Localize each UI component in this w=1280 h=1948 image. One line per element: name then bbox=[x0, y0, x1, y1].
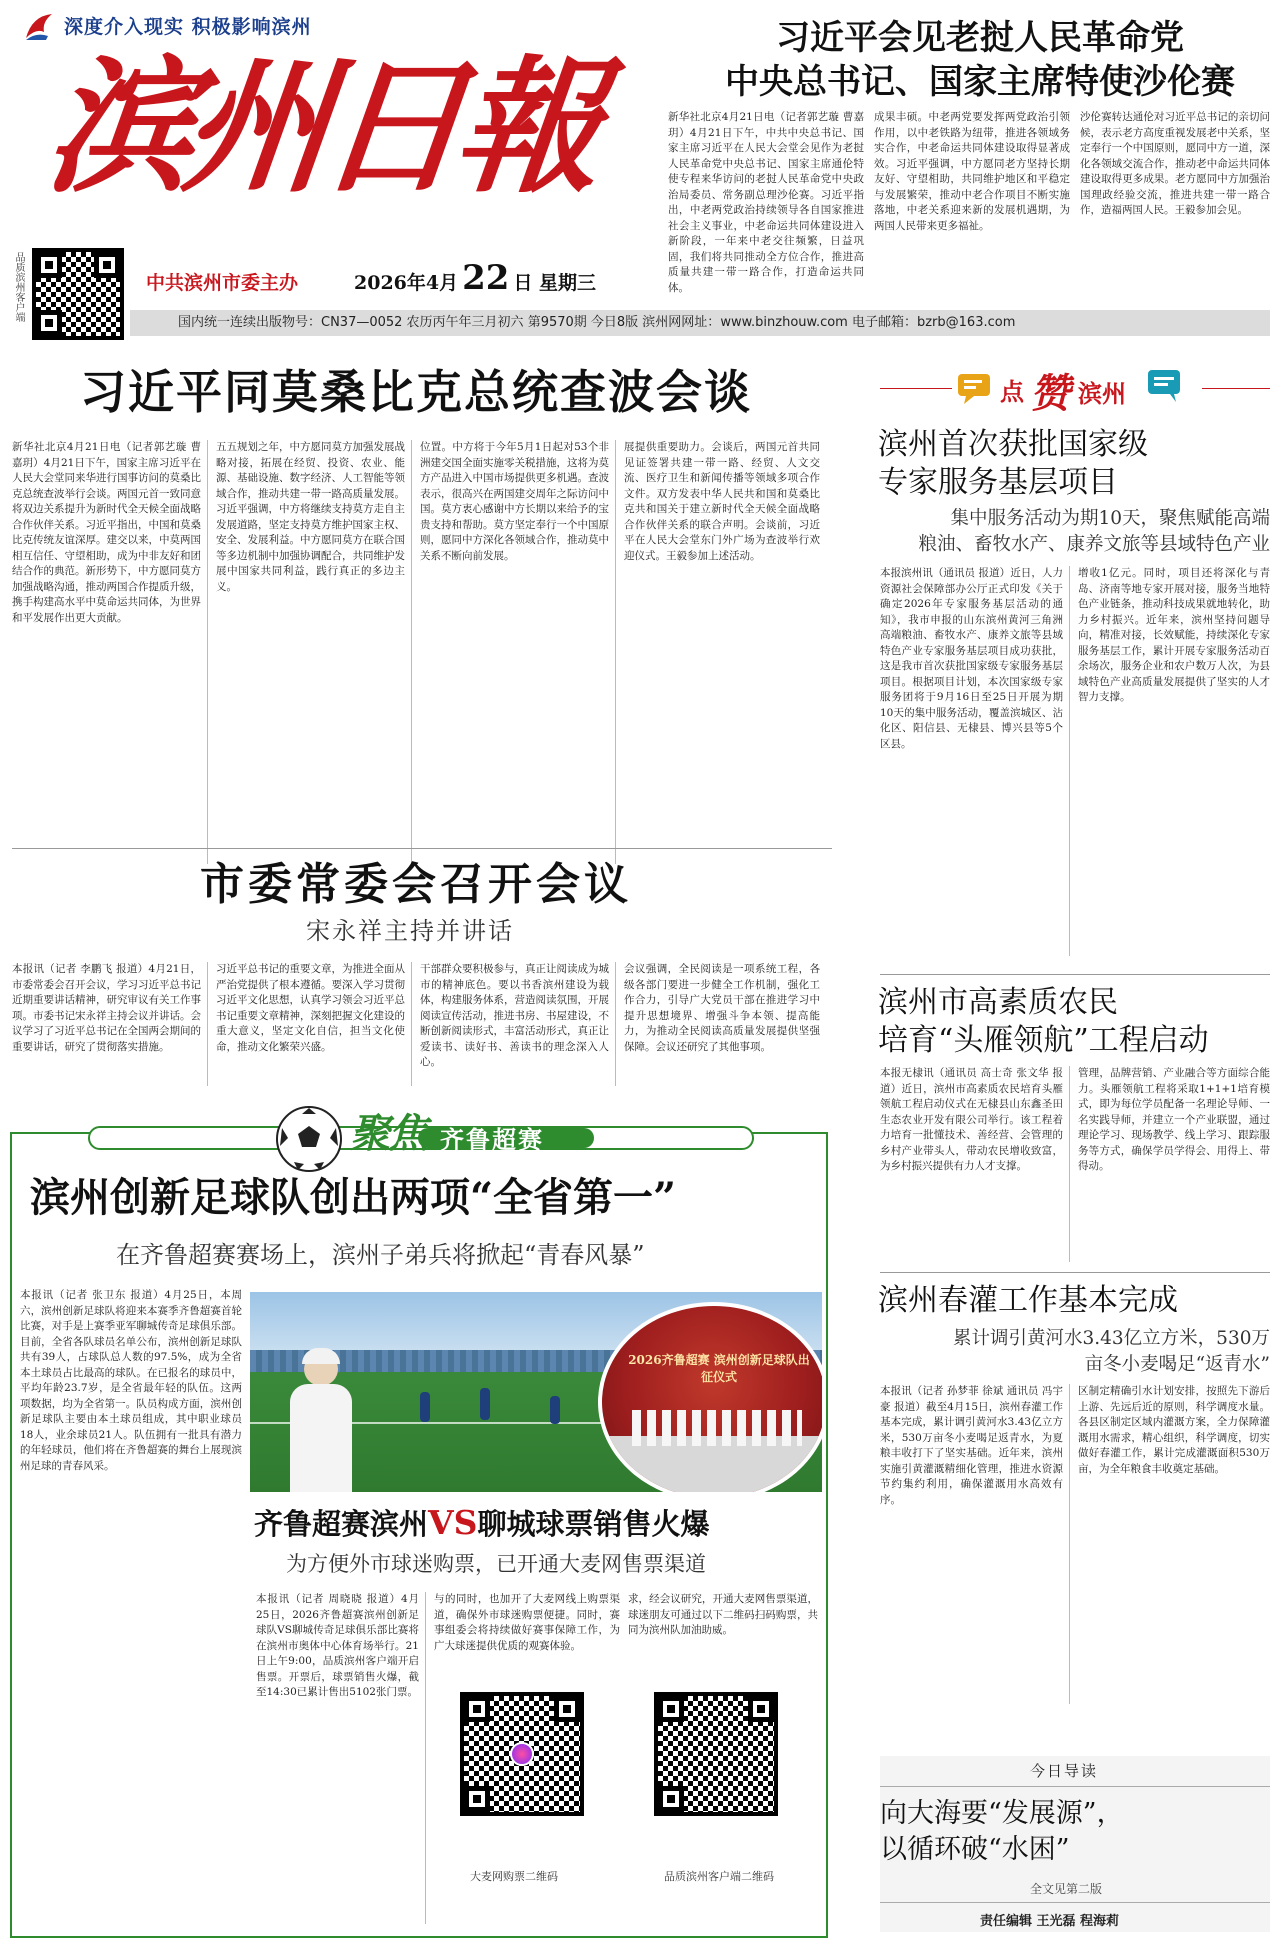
top-story-headline bbox=[690, 16, 1270, 104]
top-story-col-3: 沙伦赛转达通伦对习近平总书记的亲切问候，表示老方高度重视发展老中关系，坚定奉行一个中国原则，愿同中方一道，深化各领域交流合作，推动老中命运共同体建设取得更多成果。老方愿同中方加强治国理政经验交流，推进共建一带一路合作，造福两国人民。王毅参加会见。 bbox=[1080, 111, 1270, 216]
expert-col-2: 增收1亿元。同时，项目还将深化与青岛、济南等地专家开展对接，服务当地特色产业链条，推动科技成果就地转化，助力乡村振兴。近年来，滨州坚持问题导向，精准对接，长效赋能，持续深化专家服务基层工作，累计开展专家服务活动百余场次，服务企业和农户数万人次，为县域特色产业高质量发展提供了坚实的人才智力支撑。 bbox=[1078, 567, 1270, 703]
football-column-title: 齐鲁超赛 bbox=[440, 1125, 544, 1154]
masthead-qr-code[interactable] bbox=[32, 248, 124, 340]
top-story-col-1: 新华社北京4月21日电（记者郭艺璇 曹嘉玥）4月21日下午，中共中央总书记、国家主席习近平在人民大会堂会见作为老挝人民革命党中央总书记、国家主席通伦特使专程来华访问的老挝人民革命党中央政治局委员、常务副总理沙伦赛。习近平指出，中老两党政治持续领导各自国家推进社会主义事业，中老命运共同体建设进入新阶段，一年来中老交往频繁，日益巩固，我们将共同推动全方位合作，推进高质量共建一带一路合作，打造命运共同体。 bbox=[668, 111, 864, 294]
player-figure bbox=[420, 1392, 430, 1422]
irrigation-subhead-line2: 亩冬小麦喝足“返青水” bbox=[1084, 1354, 1270, 1375]
irrigation-subhead-line1: 累计调引黄河水3.43亿立方米，530万 bbox=[952, 1328, 1270, 1349]
mozambique-col-4: 展提供重要助力。会谈后，两国元首共同见证签署共建一带一路、经贸、人文交流、医疗卫生和新闻传播等领域多项合作文件。双方发表中华人民共和国和莫桑比克共和国关于建立新时代全天候全面战略合作伙伴关系的联合声明。会谈前，习近平在人民大会堂东门外广场为查波举行欢迎仪式。王毅参加上述活动。 bbox=[624, 441, 820, 562]
farmer-headline-line2: 培育“头雁领航”工程启动 bbox=[878, 1023, 1209, 1058]
side-label: 品质滨州客户端 bbox=[13, 252, 24, 322]
newspaper-logo: 滨州日報 bbox=[39, 42, 602, 213]
client-qr-code[interactable] bbox=[654, 1692, 778, 1816]
red-flag-emblem-icon bbox=[22, 10, 56, 44]
irrigation-headline: 滨州春灌工作基本完成 bbox=[878, 1283, 1178, 1318]
football-headline: 滨州创新足球队创出两项“全省第一” bbox=[30, 1174, 677, 1221]
football-column-label: 聚焦 bbox=[350, 1110, 426, 1157]
mozambique-col-1: 新华社北京4月21日电（记者郭艺璇 曹嘉玥）4月21日下午，国家主席习近平在人民大会堂同来华进行国事访问的莫桑比克总统查波举行会谈。两国元首一致同意将双边关系提升为新时代全天候全面战略合作伙伴关系。习近平指出，中国和莫桑比克传统友谊深厚。建交以来，中莫两国相互信任、守望相助，成为中非友好和团结合作的典范。新形势下，中方愿同莫方加强战略沟通，推动两国合作提质升级，携手构建高水平中莫命运共同体，为世界和平发展作出更大贡献。 bbox=[12, 440, 208, 864]
expert-service-headline bbox=[878, 426, 1270, 502]
expert-col-1: 本报滨州讯（通讯员 报道）近日，人力资源社会保障部办公厅正式印发《关于确定2026年专家服务基层活动的通知》，我市申报的山东滨州黄河三角洲高端粮油、畜牧水产、康养文旅等县域特色产业专家服务基层项目成功获批，这是我市首次获批国家级专家服务基层项目。根据项目计划，本次国家级专家服务团将于9月16日至25日开展为期10天的集中服务活动，覆盖滨城区、沾化区、阳信县、无棣县、博兴县等5个区县。 bbox=[880, 566, 1070, 956]
ticket-headline-post: 聊城球票销售火爆 bbox=[477, 1507, 710, 1541]
football-left-col: 本报讯（记者 张卫东 报道）4月25日，本周六，滨州创新足球队将迎来本赛季齐鲁超赛首轮比赛，对手是上赛季亚军聊城传奇足球俱乐部。目前，全省各队球员名单公布，滨州创新足球队共有39人，占球队总人数的97.5%，成为全省本土球员占比最高的球队。在已报名的球员中，平均年龄23.7岁，是全省最年轻的队伍。这两项数据，均为全省第一。队员构成方面，滨州创新足球队主要由本土球员组成，其中职业球员18人，业余球员21人。队伍拥有一批具有潜力的年轻球员，他们将在齐鲁超赛的舞台上展现滨州足球的青春风采。 bbox=[20, 1289, 242, 1472]
farmer-headline-line1: 滨州市高素质农民 bbox=[878, 985, 1118, 1020]
guide-label: 今日导读 bbox=[1030, 1762, 1099, 1780]
client-qr-caption: 品质滨州客户端二维码 bbox=[664, 1870, 774, 1883]
ticket-headline-pre: 齐鲁超赛滨州 bbox=[254, 1507, 429, 1541]
masthead-slogan: 深度介入现实 积极影响滨州 bbox=[64, 16, 312, 38]
guide-bottom-rule bbox=[880, 1902, 1270, 1903]
ticket-headline bbox=[254, 1504, 824, 1543]
ticket-headline-vs: VS bbox=[428, 1503, 478, 1542]
guide-label-rule bbox=[880, 1786, 1270, 1787]
editors: 责任编辑 王光磊 程海莉 bbox=[980, 1914, 1120, 1929]
praise-label-mid: 赞 bbox=[1030, 370, 1070, 417]
soccer-ball-icon bbox=[274, 1104, 344, 1174]
damai-qr-code[interactable] bbox=[460, 1692, 584, 1816]
farmer-headline bbox=[878, 984, 1270, 1060]
committee-col-3: 干部群众要积极参与，真正让阅读成为城市的精神底色。要以书香滨州建设为载体，构建服务体系，营造阅读氛围，开展阅读宣传活动，推进书房、书屋建设，不断创新阅读形式，丰富活动形式，真正让爱读书、读好书、善读书的理念深入人心。 bbox=[420, 962, 616, 1086]
chat-icon bbox=[1144, 368, 1184, 404]
sponsor: 中共滨州市委主办 bbox=[146, 272, 299, 294]
top-story-headline-line1: 习近平会见老挝人民革命党 bbox=[776, 18, 1184, 58]
divider bbox=[880, 974, 1270, 975]
mozambique-col-2: 五五规划之年，中方愿同莫方加强发展战略对接，拓展在经贸、投资、农业、能源、基础设施、数字经济、人工智能等领域合作，推动共建一带一路高质量发展。习近平强调，中方将继续支持莫方走自主发展道路，坚定支持莫方维护国家主权、安全、发展利益。中方愿同莫方在联合国等多边机制中加强协调配合，共同维护发展中国家共同利益，践行真正的多边主义。 bbox=[216, 440, 412, 864]
today-guide bbox=[880, 1756, 1270, 1932]
committee-col-1: 本报讯（记者 李鹏飞 报道）4月21日，市委常委会召开会议，学习习近平总书记近期重要讲话精神，研究审议有关工作事项。市委书记宋永祥主持会议并讲话。会议学习了习近平总书记在全国两会期间的重要讲话，研究了贯彻落实措施。 bbox=[12, 962, 208, 1086]
guide-more: 全文见第二版 bbox=[1030, 1882, 1103, 1896]
ticket-col-b: 与的同时，也加开了大麦网线上购票渠道，确保外市球迷购票便捷。同时，赛事组委会将持续做好赛事保障工作，为广大球迷提供优质的观赛体验。 bbox=[434, 1593, 620, 1652]
date-prefix: 2026年4月 bbox=[354, 272, 459, 294]
inset-players-row bbox=[632, 1410, 802, 1446]
expert-headline-line1: 滨州首次获批国家级 bbox=[878, 427, 1148, 462]
ticket-subhead: 为方便外市球迷购票，已开通大麦网售票渠道 bbox=[286, 1552, 706, 1576]
committee-col-2: 习近平总书记的重要文章，为推进全面从严治党提供了根本遵循。要深入学习贯彻习近平文化思想，认真学习领会习近平总书记重要文章精神，深刻把握文化建设的重大意义，坚定文化自信，担当文化使命，推动文化繁荣兴盛。 bbox=[216, 962, 412, 1086]
damai-qr-caption: 大麦网购票二维码 bbox=[470, 1870, 558, 1883]
player-figure bbox=[480, 1388, 490, 1420]
expert-subhead-line2: 粮油、畜牧水产、康养文旅等县域特色产业 bbox=[918, 534, 1270, 555]
player-figure bbox=[550, 1396, 560, 1424]
committee-col-4: 会议强调，全民阅读是一项系统工程，各级各部门要进一步健全工作机制，强化工作合力，引导广大党员干部在推进学习中提升思想境界、增强斗争本领、提高能力，为推动全民阅读高质量发展提供坚强保障。会议还研究了其他事项。 bbox=[624, 963, 820, 1053]
guide-headline[interactable] bbox=[880, 1796, 1124, 1868]
committee-subhead: 宋永祥主持并讲话 bbox=[306, 917, 514, 945]
ceremony-inset-photo bbox=[598, 1302, 822, 1492]
irrigation-subhead bbox=[880, 1326, 1270, 1378]
farmer-col-1: 本报无棣讯（通讯员 高士奇 张文华 报道）近日，滨州市高素质农民培育头雁领航工程启动仪式在无棣县山东鑫圣田生态农业开发有限公司举行。该工程着力培育一批懂技术、善经营、会管理的乡村产业带头人，带动农民增收致富，为乡村振兴提供有力人才支撑。 bbox=[880, 1066, 1070, 1262]
inset-banner: 2026齐鲁超赛 滨州创新足球队出征仪式 bbox=[628, 1353, 810, 1384]
mozambique-col-3: 位置。中方将于今年5月1日起对53个非洲建交国全面实施零关税措施，这将为莫方产品进入中国市场提供更多机遇。查波表示，很高兴在两国建交周年之际访问中国。莫方衷心感谢中方长期以来给予的宝贵支持和帮助。莫方坚定奉行一个中国原则，愿同中方深化各领域合作，推动莫中关系不断向前发展。 bbox=[420, 440, 616, 864]
committee-headline: 市委常委会召开会议 bbox=[200, 859, 632, 910]
mozambique-headline: 习近平同莫桑比克总统查波会谈 bbox=[80, 365, 752, 419]
expert-service-subhead bbox=[884, 506, 1270, 558]
info-bar: 国内统一连续出版物号：CN37—0052 农历丙午年三月初六 第9570期 今日8版 滨州网网址：www.binzhouw.com 电子邮箱：bzrb@163.com bbox=[130, 310, 1270, 336]
date-day: 22 bbox=[462, 258, 510, 298]
irrigation-col-2: 区制定精确引水计划安排，按照先下游后上游、先远后近的原则，科学调度水量。各县区制定区域内灌溉方案，全力保障灌溉用水需求，精心组织，科学调度，切实做好春灌工作，累计完成灌溉面积530万亩，为全年粮食丰收奠定基础。 bbox=[1078, 1385, 1270, 1475]
divider bbox=[12, 848, 832, 849]
irrigation-col-1: 本报讯（记者 孙梦菲 徐斌 通讯员 冯宇豪 报道）截至4月15日，滨州春灌工作基本完成，累计调引黄河水3.43亿立方米，530万亩冬小麦喝足返青水，为夏粮丰收打下了坚实基础。近年来，滨州实施引黄灌溉精细化管理，推进水资源节约集约利用，确保灌溉用水高效有序。 bbox=[880, 1384, 1070, 1704]
praise-label-left: 点 bbox=[1000, 377, 1024, 406]
praise-label-right: 滨州 bbox=[1078, 379, 1126, 408]
masthead bbox=[0, 0, 1280, 344]
date-suffix: 日 星期三 bbox=[513, 272, 597, 294]
coach-body bbox=[290, 1384, 352, 1492]
top-story-headline-line2: 中央总书记、国家主席特使沙伦赛 bbox=[725, 62, 1235, 102]
football-photo bbox=[250, 1292, 822, 1492]
expert-subhead-line1: 集中服务活动为期10天，聚焦赋能高端 bbox=[950, 508, 1270, 529]
top-story-col-2: 成果丰硕。中老两党要发挥两党政治引领作用，以中老铁路为纽带，推进各领域务实合作，中老命运共同体建设取得显著成效。习近平强调，中方愿同老方坚持长期友好、守望相助，共同维护地区和平稳定与发展繁荣，推动中老合作项目不断实施落地，中老关系迎来新的发展机遇期，为两国人民带来更多福祉。 bbox=[874, 111, 1070, 232]
ticket-col-c: 求，经会议研究，开通大麦网售票渠道，球迷朋友可通过以下二维码扫码购票，共同为滨州队加油助威。 bbox=[628, 1593, 818, 1636]
praise-section-header bbox=[880, 362, 1270, 417]
damai-logo-icon bbox=[510, 1742, 534, 1766]
speech-bubble-icon bbox=[956, 370, 996, 406]
guide-headline-line2: 以循环破“水困” bbox=[880, 1834, 1070, 1865]
ticket-col-a: 本报讯（记者 周晓晓 报道）4月25日，2026齐鲁超赛滨州创新足球队VS聊城传奇足球俱乐部比赛将在滨州市奥体中心体育场举行。21日上午9:00，品质滨州客户端开启售票。开票后，球票销售火爆，截至14:30已累计售出5102张门票。 bbox=[256, 1592, 426, 1924]
divider bbox=[880, 1272, 1270, 1273]
guide-headline-line1: 向大海要“发展源”， bbox=[880, 1798, 1124, 1829]
issue-date bbox=[354, 258, 596, 298]
expert-headline-line2: 专家服务基层项目 bbox=[878, 465, 1118, 500]
football-subhead: 在齐鲁超赛赛场上，滨州子弟兵将掀起“青春风暴” bbox=[116, 1241, 645, 1269]
farmer-col-2: 管理，品牌营销、产业融合等方面综合能力。头雁领航工程将采取1+1+1培育模式，即为每位学员配备一名理论导师、一名实践导师，并建立一个产业联盟，通过理论学习、现场教学、线上学习、跟踪服务等方式，确保学员学得会、用得上、带得动。 bbox=[1078, 1067, 1270, 1172]
